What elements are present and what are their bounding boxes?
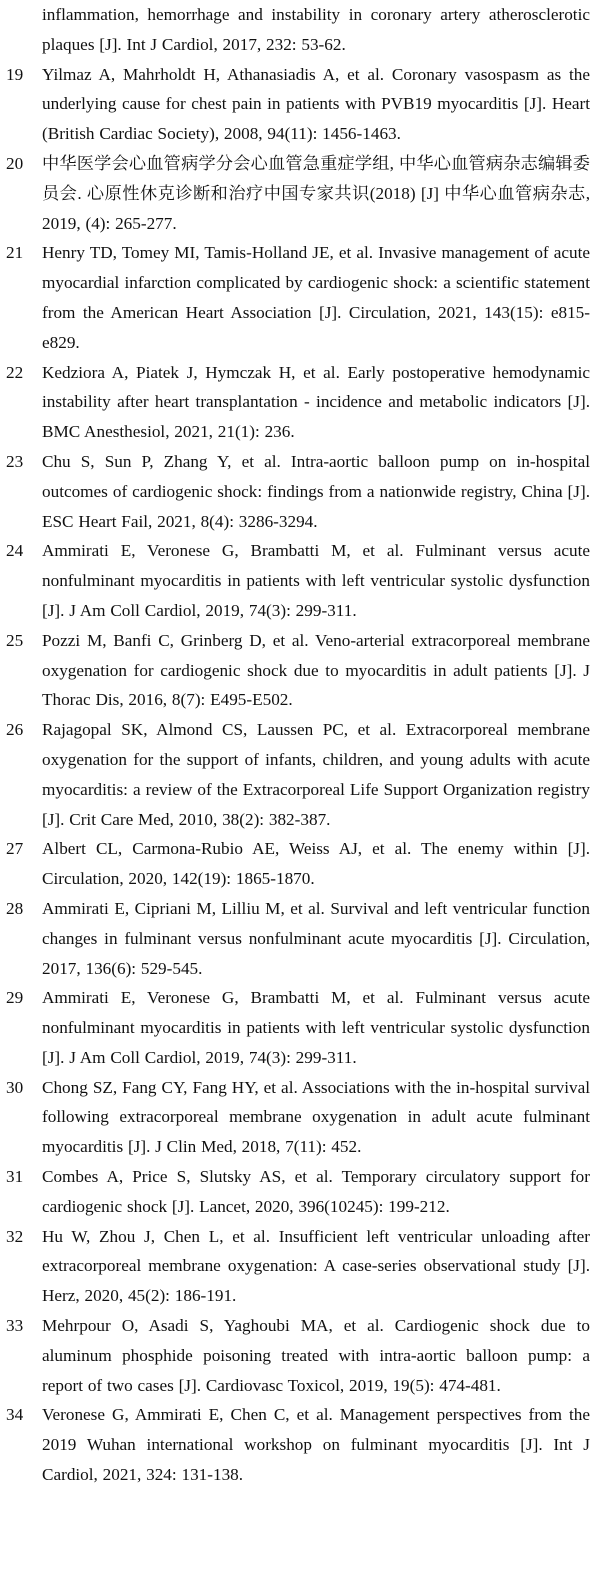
reference-number: 19 bbox=[6, 64, 24, 84]
reference-number: 29 bbox=[6, 988, 24, 1008]
reference-item bbox=[0, 894, 600, 983]
reference-number: 24 bbox=[6, 541, 24, 561]
reference-text: Combes A, Price S, Slutsky AS, et al. Temporary circulatory support for cardiogenic shock [J]. Lancet, 2020, 396(10245): 199-212. bbox=[42, 1167, 590, 1216]
reference-item bbox=[0, 0, 600, 60]
reference-text: Ammirati E, Veronese G, Brambatti M, et al. Fulminant versus acute nonfulminant myocarditis in patients with left ventricular systolic dysfunction [J]. J Am Coll Cardiol, 2019, 74(3): 299-311. bbox=[42, 988, 590, 1067]
reference-text: inflammation, hemorrhage and instability in coronary artery atherosclerotic plaques [J]. Int J Cardiol, 2017, 232: 53-62. bbox=[42, 5, 590, 54]
reference-text: Albert CL, Carmona-Rubio AE, Weiss AJ, et al. The enemy within [J]. Circulation, 2020, 142(19): 1865-1870. bbox=[42, 839, 590, 889]
reference-number: 33 bbox=[6, 1316, 24, 1336]
reference-text: Veronese G, Ammirati E, Chen C, et al. Management perspectives from the 2019 Wuhan international workshop on fulminant myocarditis [J]. Int J Cardiol, 2021, 324: 131-138. bbox=[42, 1405, 590, 1485]
reference-number: 22 bbox=[6, 362, 24, 382]
reference-text: Yilmaz A, Mahrholdt H, Athanasiadis A, et al. Coronary vasospasm as the underlying cause for chest pain in patients with PVB19 myocarditis [J]. Heart (British Cardiac Society), 2008, 94(11): 1456-1463. bbox=[42, 64, 590, 144]
reference-text: Hu W, Zhou J, Chen L, et al. Insufficient left ventricular unloading after extracorporeal membrane oxygenation: A case-series observational study [J]. Herz, 2020, 45(2): 186-191. bbox=[42, 1226, 590, 1306]
reference-text: Ammirati E, Cipriani M, Lilliu M, et al. Survival and left ventricular function changes in fulminant versus nonfulminant acute myocarditis [J]. Circulation, 2017, 136(6): 529-545. bbox=[42, 898, 590, 978]
reference-number: 32 bbox=[6, 1226, 24, 1246]
reference-item bbox=[0, 536, 600, 625]
reference-item bbox=[0, 1400, 600, 1489]
reference-text: Chu S, Sun P, Zhang Y, et al. Intra-aortic balloon pump on in-hospital outcomes of cardiogenic shock: findings from a nationwide registry, China [J]. ESC Heart Fail, 2021, 8(4): 3286-3294. bbox=[42, 451, 590, 531]
reference-item bbox=[0, 238, 600, 357]
reference-text: 中华医学会心血管病学分会心血管急重症学组, 中华心血管病杂志编辑委员会. 心原性休克诊断和治疗中国专家共识(2018) [J] 中华心血管病杂志, 2019, (4): 265-277. bbox=[42, 153, 590, 233]
reference-number: 34 bbox=[6, 1405, 24, 1425]
reference-item bbox=[0, 60, 600, 149]
reference-item bbox=[0, 358, 600, 447]
reference-text: Henry TD, Tomey MI, Tamis-Holland JE, et al. Invasive management of acute myocardial infarction complicated by cardiogenic shock: a scientific statement from the American Heart Association [J]. Circulation, 2021, 143(15): e815-e829. bbox=[42, 243, 590, 352]
reference-number: 30 bbox=[6, 1077, 24, 1097]
reference-text: Rajagopal SK, Almond CS, Laussen PC, et al. Extracorporeal membrane oxygenation for the support of infants, children, and young adults with acute myocarditis: a review of the Extracorporeal Life Support Organization registry [J]. Crit Care Med, 2010, 38(2): 382-387. bbox=[42, 720, 590, 829]
reference-text: Ammirati E, Veronese G, Brambatti M, et al. Fulminant versus acute nonfulminant myocarditis in patients with left ventricular systolic dysfunction [J]. J Am Coll Cardiol, 2019, 74(3): 299-311. bbox=[42, 541, 590, 620]
reference-number: 27 bbox=[6, 839, 24, 859]
reference-item bbox=[0, 1162, 600, 1222]
reference-number: 31 bbox=[6, 1167, 24, 1187]
reference-number: 21 bbox=[6, 243, 24, 263]
reference-number: 26 bbox=[6, 720, 24, 740]
reference-item bbox=[0, 149, 600, 238]
reference-item bbox=[0, 1073, 600, 1162]
reference-item bbox=[0, 834, 600, 894]
reference-item bbox=[0, 983, 600, 1072]
reference-text: Kedziora A, Piatek J, Hymczak H, et al. Early postoperative hemodynamic instability after heart transplantation - incidence and metabolic indicators [J]. BMC Anesthesiol, 2021, 21(1): 236. bbox=[42, 362, 590, 442]
reference-text: Pozzi M, Banfi C, Grinberg D, et al. Veno-arterial extracorporeal membrane oxygenation for cardiogenic shock due to myocarditis in adult patients [J]. J Thorac Dis, 2016, 8(7): E495-E502. bbox=[42, 630, 590, 710]
reference-item bbox=[0, 626, 600, 715]
reference-text: Mehrpour O, Asadi S, Yaghoubi MA, et al. Cardiogenic shock due to aluminum phosphide poisoning treated with intra-aortic balloon pump: a report of two cases [J]. Cardiovasc Toxicol, 2019, 19(5): 474-481. bbox=[42, 1316, 590, 1395]
reference-item bbox=[0, 1311, 600, 1400]
reference-number: 23 bbox=[6, 451, 24, 471]
reference-number: 20 bbox=[6, 153, 24, 173]
reference-item bbox=[0, 1222, 600, 1311]
reference-number: 28 bbox=[6, 898, 24, 918]
reference-number: 25 bbox=[6, 630, 24, 650]
reference-item bbox=[0, 447, 600, 536]
reference-text: Chong SZ, Fang CY, Fang HY, et al. Associations with the in-hospital survival following extracorporeal membrane oxygenation in adult acute fulminant myocarditis [J]. J Clin Med, 2018, 7(11): 452. bbox=[42, 1077, 590, 1157]
reference-item bbox=[0, 715, 600, 834]
